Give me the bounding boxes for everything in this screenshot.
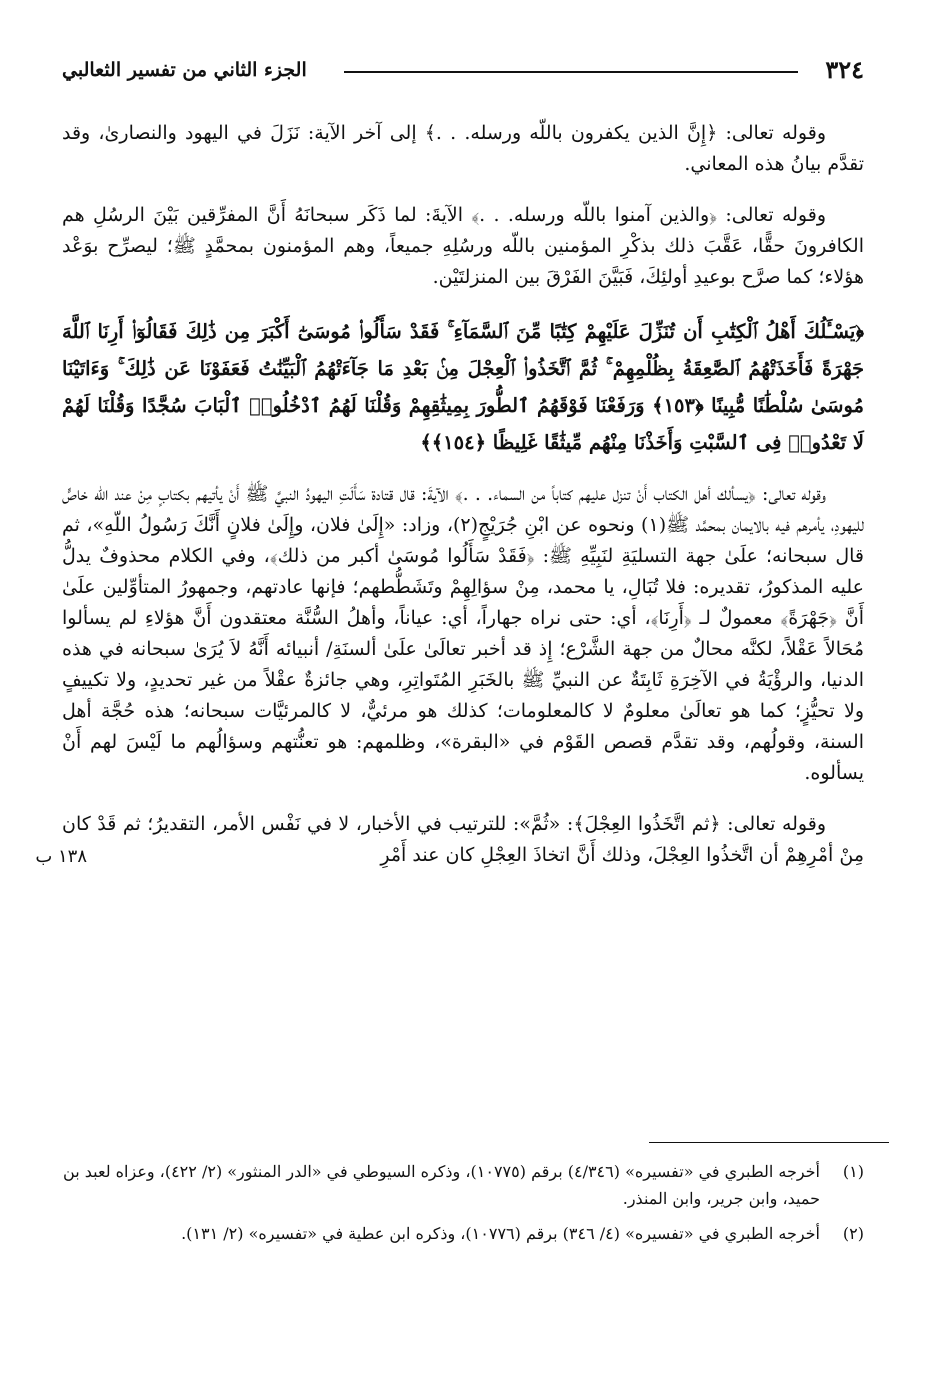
footnote-text: أخرجه الطبري في «تفسيره» (٤/ ٣٤٦) برقم (١٠٧٧٦)، وذكره ابن عطية في «تفسيره» (٢/ ١٣١). — [181, 1224, 820, 1243]
footnote-text: أخرجه الطبري في «تفسيره» (٤/٣٤٦) برقم (١٠٧٧٥)، وذكره السيوطي في «الدر المنثور» (٢/ ٤٢٢)، وعزاه لعبد بن حميد، وابن جرير، وابن المنذر. — [63, 1162, 820, 1208]
header-rule — [344, 71, 798, 73]
manuscript-folio-note: ١٣٨ ب — [35, 846, 87, 867]
commentary-paragraph: وقوله تعالى: ﴿يسألك أهل الكتاب أَنْ تنزل عليهم كتاباً من السماء. . .﴾ الآيةَ: قال قتادة سَأَلَتِ اليهودُ النبيَّ ﷺ أَنْ يأتيهم بكتابٍ مِنْ عند اللّه خاصٍّ لليهودِ، يأمرهم فيه بالايمان بمحمَّد ﷺ(١) ونحوه عن ابْنِ جُرَيْجٍ(٢)، وزاد: «إِلَىٰ فلان، وإِلَىٰ فلانٍ أَنَّكَ رَسُولُ اللّهِ»، ثم قال سبحانه؛ علَىٰ جهة التسليَةِ لنَبِيِّهِ ﷺ: ﴿فَقَدْ سَأَلُوا مُوسَىٰ أكبر من ذلك﴾، وفي الكلام محذوفٌ يدلُّ عليه المذكورُ، تقديره: فلا تُبَالِ، يا محمد، مِنْ سؤالِهِمْ وتَشَطُّطهم؛ فإنها عادتهم، وجمهورُ المتأوِّلين علَىٰ أَنَّ ﴿جَهْرَةً﴾ معمولٌ لـ ﴿أَرِنَا﴾، أي: حتى نراه جهاراً، أي: عياناً، وأهلُ السُّنَّة معتقدون أَنَّ هؤلاءِ لم يسألوا مُحَالاً عَقْلاً، لكنَّه محالٌ من جهة الشَّرْع؛ إِذ قد أخبر تعالَىٰ علَىٰ ألسنَةِ/ أنبيائه أَنَّهُ لاَ يُرَىٰ سبحانه في هذه الدنيا، والرؤْيَةُ في الآخِرَةِ ثَابِتَةٌ عن النبيِّ ﷺ بالخَبَرِ المُتَواتِرِ، وهي جائزةٌ عقْلاً من غير تحديدٍ، ولا تكييفٍ ولا تحيُّزٍ؛ كما هو تعالَىٰ معلومٌ لا كالمعلومات؛ كذلك هو مرئيٌّ، لا كالمرئيَّات سبحانه؛ هذه حُجَّة أهل السنة، وقولُهم، وقد تقدَّم قصص القَوْم في «البقرة»، وظلمهم: هو تعنُّتهم وسؤالُهم ما لَيْسَ لهم أَنْ يسألوه. — [62, 483, 864, 784]
quran-verse-block: ﴿يَسْـَٔلُكَ أَهْلُ ٱلْكِتَٰبِ أَن تُنَزِّلَ عَلَيْهِمْ كِتَٰبًا مِّنَ ٱلسَّمَآءِ ۚ فَقَدْ سَأَلُوا۟ مُوسَىٰٓ أَكْبَرَ مِن ذَٰلِكَ فَقَالُوٓا۟ أَرِنَا ٱللَّهَ جَهْرَةً فَأَخَذَتْهُمُ ٱلصَّٰعِقَةُ بِظُلْمِهِمْ ۚ ثُمَّ ٱتَّخَذُوا۟ ٱلْعِجْلَ مِنۢ بَعْدِ مَا جَآءَتْهُمُ ٱلْبَيِّنَٰتُ فَعَفَوْنَا عَن ذَٰلِكَ ۚ وَءَاتَيْنَا مُوسَىٰ سُلْطَٰنًا مُّبِينًا ﴿١٥٣﴾ وَرَفَعْنَا فَوْقَهُمُ ٱلطُّورَ بِمِيثَٰقِهِمْ وَقُلْنَا لَهُمُ ٱدْخُلُوا۟ ٱلْبَابَ سُجَّدًا وَقُلْنَا لَهُمْ لَا تَعْدُوا۟ فِى ٱلسَّبْتِ وَأَخَذْنَا مِنْهُم مِّيثَٰقًا غَلِيظًا ﴿١٥٤﴾﴾ — [62, 320, 864, 454]
footnote-number: (٢) — [842, 1224, 864, 1243]
footnote — [62, 1158, 864, 1212]
commentary-paragraph: وقوله تعالى: ﴿والذين آمنوا باللّه ورسله. . .﴾ الآيةَ: لما ذَكَر سبحانَهُ أَنَّ المفرِّقين بَيْنَ الرسُلِ هم الكافرونَ حقًّا، عَقَّبَ ذلك بذكْرِ المؤمنين باللّه ورسُلِهِ جميعاً، وهم المؤمنون بمحمَّدٍ ﷺ؛ ليصرِّح بوَعْد هؤلاء؛ كما صرَّح بوعيدِ أولئِكَ، فَبَيَّنَ الفَرْقَ بين المنزلتَيْن. — [62, 204, 864, 288]
footnote-number: (١) — [842, 1162, 864, 1181]
footnote-separator — [649, 1142, 889, 1143]
footnote — [62, 1220, 864, 1247]
commentary-paragraph: وقوله تعالى: ﴿إِنَّ الذين يكفرون باللّه ورسله. . .﴾ إلى آخر الآية: نَزَلَ في اليهود والنصارىٰ، وقد تقدَّم بيانُ هذه المعاني. — [62, 122, 864, 175]
main-text — [62, 118, 864, 871]
commentary-paragraph: وقوله تعالى: ﴿ثم اتَّخَذُوا العِجْلَ﴾: «ثُمَّ»: للترتيب في الأخبار، لا في نَفْس الأمر، التقديرُ؛ ثم قَدْ كان مِنْ أمْرِهِمْ أن اتَّخذُوا العِجْلَ، وذلك أَنَّ اتخاذَ العِجْلِ كان عند أَمْرِ — [62, 813, 864, 866]
page-header — [62, 52, 864, 92]
footnotes — [62, 1152, 864, 1255]
running-title: الجزء الثاني من تفسير الثعالبي — [62, 59, 307, 81]
page-number: ٣٢٤ — [825, 55, 864, 84]
